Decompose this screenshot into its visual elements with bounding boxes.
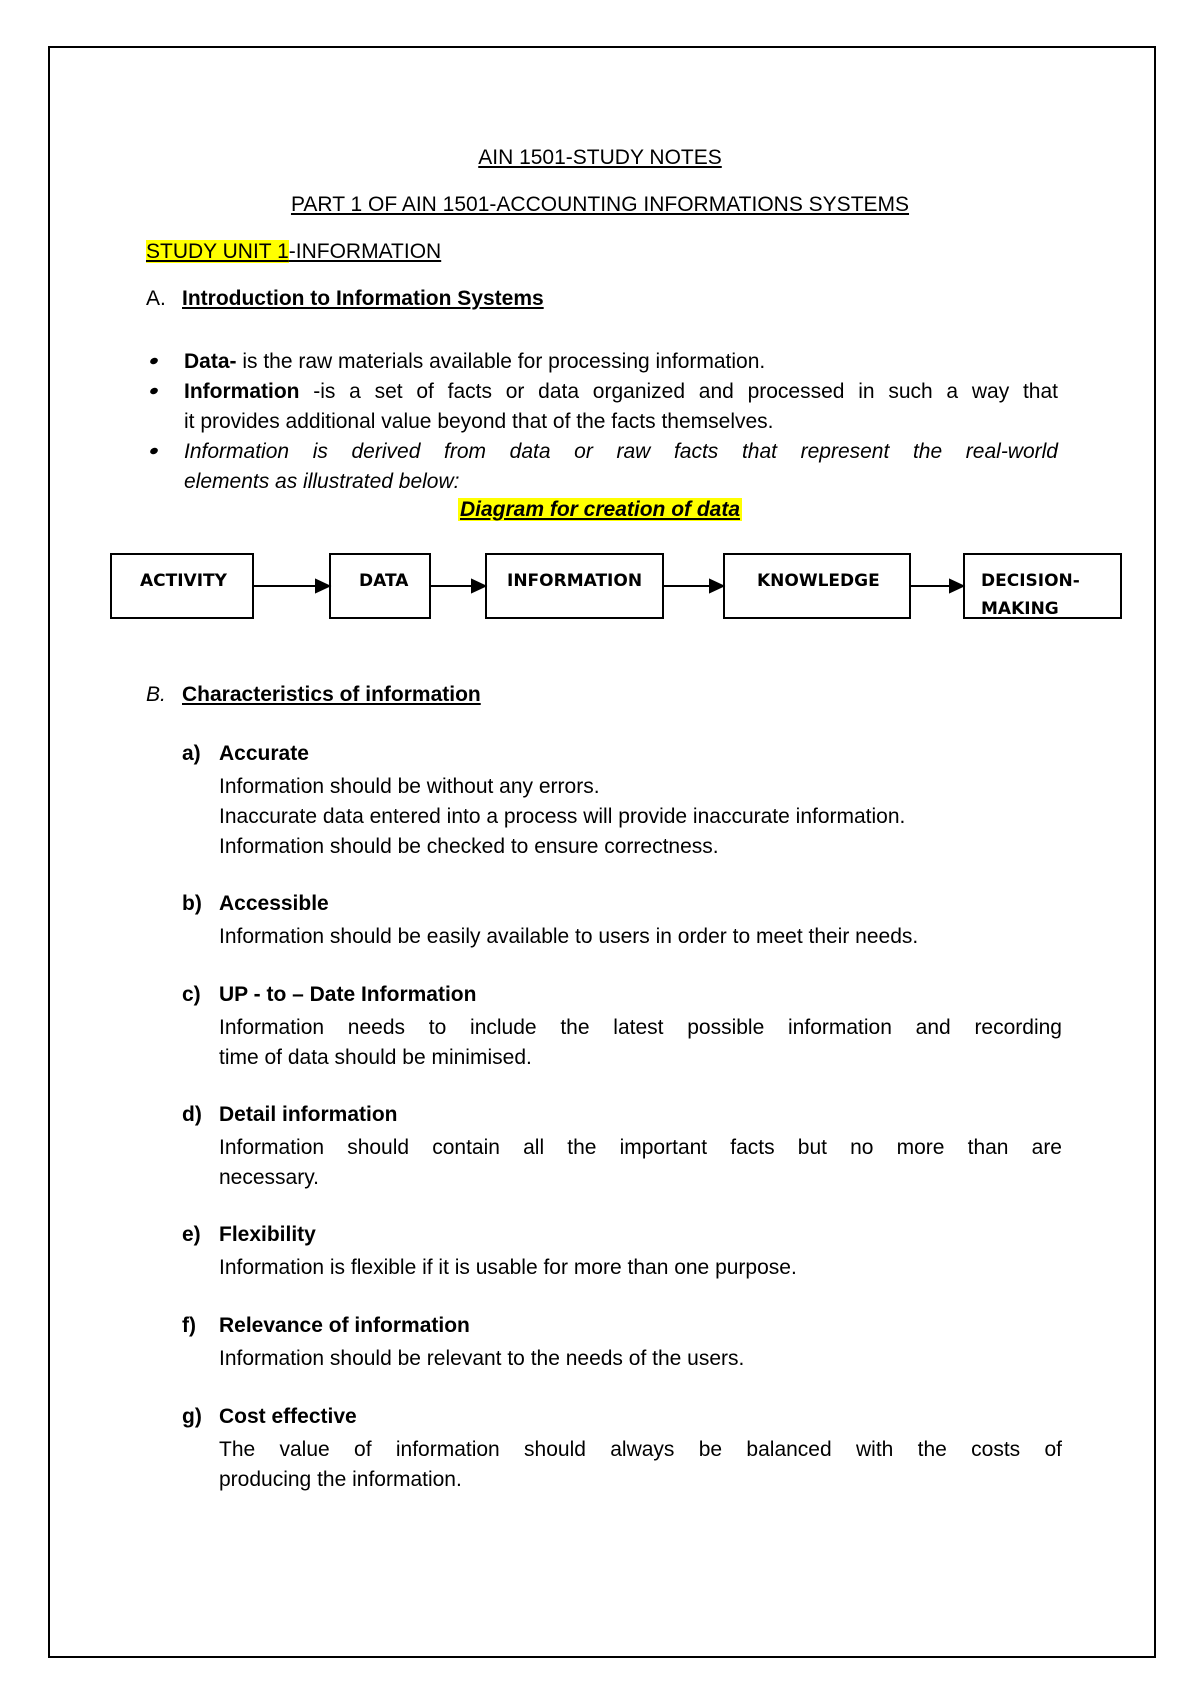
item-body	[219, 1013, 1062, 1073]
arrow-head-icon	[710, 580, 723, 592]
item-heading: Cost effective	[219, 1405, 357, 1428]
section-b-heading	[146, 683, 481, 707]
arrow-head-icon	[472, 580, 485, 592]
item-body	[219, 1435, 1062, 1495]
study-unit-rest: -INFORMATION	[288, 240, 442, 263]
item-label: d)	[182, 1103, 202, 1126]
diagram-box-information: INFORMATION	[485, 553, 664, 619]
part-title: PART 1 OF AIN 1501-ACCOUNTING INFORMATIONS SYSTEMS	[290, 193, 910, 216]
item-body	[219, 1253, 1062, 1283]
item-line: Information should be without any errors.	[219, 775, 600, 798]
item-label: f)	[182, 1314, 196, 1337]
diagram-box-line: MAKING	[981, 599, 1059, 619]
item-line: necessary.	[219, 1166, 319, 1189]
arrow-head-icon	[950, 580, 963, 592]
item-line: Information should be easily available to users in order to meet their needs.	[219, 925, 919, 948]
item-line: The value of information should always be balanced with the costs of	[219, 1438, 1062, 1461]
section-b-title: Characteristics of information	[182, 683, 481, 706]
bullet-term: Data-	[184, 350, 237, 373]
item-label: g)	[182, 1405, 202, 1428]
item-label: c)	[182, 983, 201, 1006]
bullet-italic-text: Information is derived from data or raw facts that represent the real-world	[184, 440, 1058, 463]
diagram-box-line: DECISION-	[981, 571, 1080, 591]
item-line: Information needs to include the latest possible information and recording	[219, 1016, 1062, 1039]
diagram-box-decision-making	[963, 553, 1122, 619]
item-line: Information should be relevant to the needs of the users.	[219, 1347, 745, 1370]
item-body	[219, 1344, 1062, 1374]
item-line: producing the information.	[219, 1468, 462, 1491]
bullet-text: -is a set of facts or data organized and processed in such a way that	[299, 380, 1058, 403]
item-heading: Relevance of information	[219, 1314, 470, 1337]
item-heading: Detail information	[219, 1103, 398, 1126]
diagram-box-data: DATA	[329, 553, 431, 619]
section-b-letter: B.	[146, 683, 166, 706]
item-heading: Accurate	[219, 742, 309, 765]
document-title: AIN 1501-STUDY NOTES	[478, 146, 722, 169]
item-label: a)	[182, 742, 201, 765]
item-heading: Accessible	[219, 892, 329, 915]
section-a-title: Introduction to Information Systems	[182, 287, 544, 310]
item-line: Inaccurate data entered into a process will provide inaccurate information.	[219, 805, 906, 828]
item-line: Information should be checked to ensure correctness.	[219, 835, 719, 858]
bullet-text-cont: it provides additional value beyond that of the facts themselves.	[184, 410, 774, 433]
diagram-box-knowledge: KNOWLEDGE	[723, 553, 911, 619]
item-body	[219, 1133, 1062, 1193]
item-body	[219, 772, 1062, 862]
diagram-box-activity: ACTIVITY	[110, 553, 254, 619]
item-label: b)	[182, 892, 202, 915]
bullet-italic-text-cont: elements as illustrated below:	[184, 470, 460, 493]
section-a-letter: A.	[146, 287, 166, 310]
arrow-head-icon	[316, 580, 329, 592]
bullet-term: Information	[184, 380, 300, 403]
item-body	[219, 922, 1062, 952]
item-line: time of data should be minimised.	[219, 1046, 532, 1069]
item-heading: Flexibility	[219, 1223, 316, 1246]
item-heading: UP - to – Date Information	[219, 983, 477, 1006]
item-label: e)	[182, 1223, 201, 1246]
item-line: Information should contain all the important facts but no more than are	[219, 1136, 1062, 1159]
item-line: Information is flexible if it is usable for more than one purpose.	[219, 1256, 797, 1279]
diagram-caption-text: Diagram for creation of data	[459, 498, 741, 521]
bullet-text: is the raw materials available for processing information.	[236, 350, 766, 373]
study-unit-highlight: STUDY UNIT 1	[146, 240, 289, 263]
